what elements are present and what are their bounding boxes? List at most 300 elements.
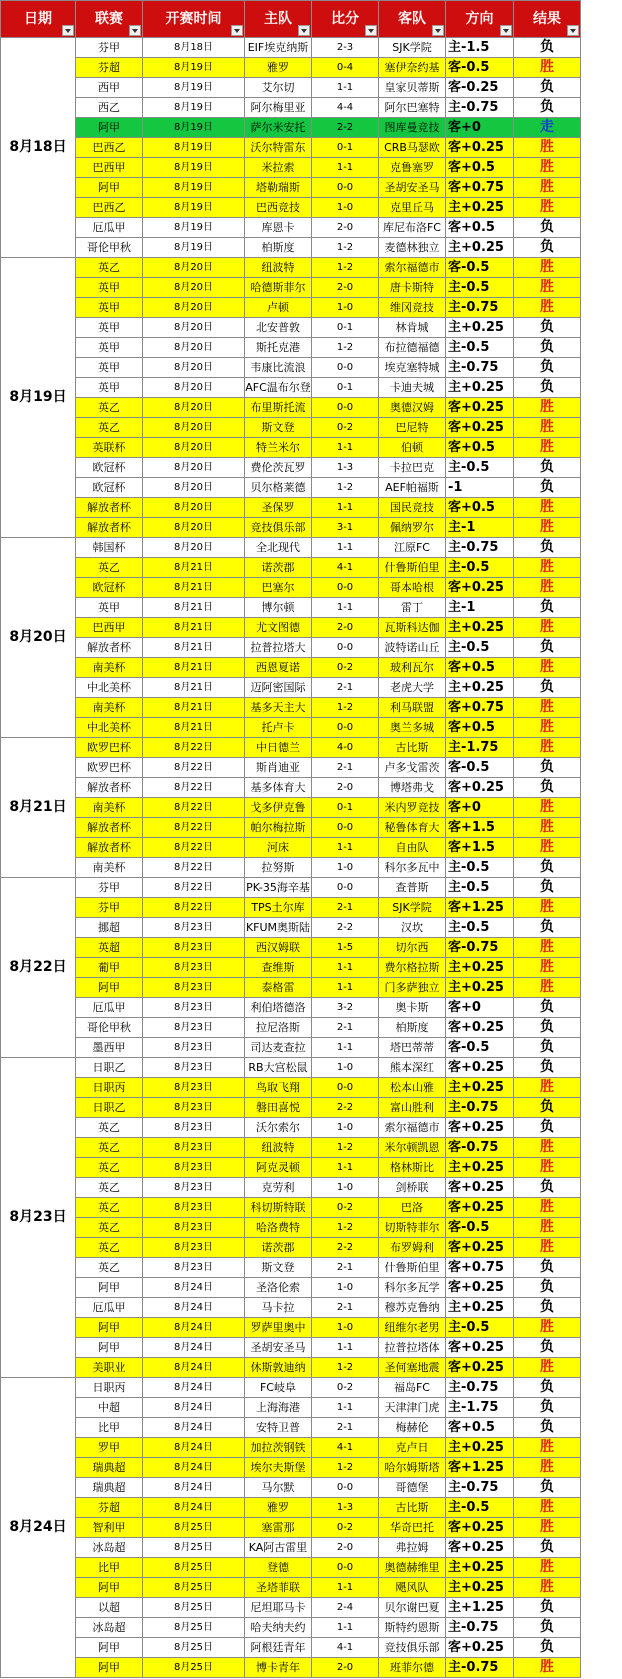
cell-score: 1-1 [312, 838, 379, 858]
cell-dir: 主+0.25 [446, 678, 514, 698]
table-row [1, 258, 581, 278]
cell-home: 泰格雷 [245, 978, 312, 998]
cell-away: 华奇巴托 [379, 1518, 446, 1538]
cell-dir: 主-1.5 [446, 38, 514, 58]
cell-res: 负 [514, 218, 581, 238]
cell-home: 戈多伊克鲁 [245, 798, 312, 818]
table-row [1, 98, 581, 118]
cell-league: 英甲 [76, 378, 143, 398]
cell-score: 2-0 [312, 618, 379, 638]
cell-dir: 客+0.5 [446, 438, 514, 458]
cell-time: 8月22日 [143, 778, 245, 798]
cell-res: 负 [514, 1398, 581, 1418]
filter-dropdown-icon[interactable] [567, 25, 579, 36]
cell-away: 奥兰多城 [379, 718, 446, 738]
filter-dropdown-icon[interactable] [432, 25, 444, 36]
cell-dir: 客+0.25 [446, 1018, 514, 1038]
cell-league: 欧冠杯 [76, 458, 143, 478]
cell-dir: 主-1.75 [446, 1398, 514, 1418]
cell-res: 胜 [514, 838, 581, 858]
cell-time: 8月23日 [143, 1098, 245, 1118]
cell-league: 英乙 [76, 1138, 143, 1158]
cell-away: 克卢日 [379, 1438, 446, 1458]
cell-res: 负 [514, 678, 581, 698]
table-row [1, 638, 581, 658]
cell-away: SJK学院 [379, 898, 446, 918]
cell-league: 英甲 [76, 338, 143, 358]
cell-time: 8月22日 [143, 858, 245, 878]
cell-res: 胜 [514, 278, 581, 298]
cell-league: 欧冠杯 [76, 578, 143, 598]
cell-score: 2-1 [312, 758, 379, 778]
filter-dropdown-icon[interactable] [365, 25, 377, 36]
cell-league: 哥伦甲秋 [76, 238, 143, 258]
cell-home: 圣胡安圣马 [245, 1338, 312, 1358]
cell-dir: 客+0.25 [446, 1338, 514, 1358]
cell-score: 1-2 [312, 1218, 379, 1238]
cell-dir: 主-0.5 [446, 278, 514, 298]
cell-res: 负 [514, 998, 581, 1018]
cell-score: 0-0 [312, 358, 379, 378]
cell-away: 古比斯 [379, 1498, 446, 1518]
cell-res: 胜 [514, 1498, 581, 1518]
table-row [1, 818, 581, 838]
cell-time: 8月23日 [143, 1198, 245, 1218]
cell-league: 阿甲 [76, 1318, 143, 1338]
cell-home: 卢顿 [245, 298, 312, 318]
cell-dir: 主-0.5 [446, 878, 514, 898]
column-header-label: 联赛 [95, 10, 123, 27]
cell-home: 基多天主大 [245, 698, 312, 718]
cell-time: 8月23日 [143, 1158, 245, 1178]
cell-league: 解放者杯 [76, 818, 143, 838]
cell-league: 南美杯 [76, 658, 143, 678]
cell-res: 胜 [514, 798, 581, 818]
cell-score: 0-0 [312, 638, 379, 658]
cell-time: 8月24日 [143, 1358, 245, 1378]
column-header-league [76, 1, 143, 38]
cell-score: 1-2 [312, 1458, 379, 1478]
cell-league: 日职乙 [76, 1098, 143, 1118]
cell-league: 挪超 [76, 918, 143, 938]
cell-score: 1-1 [312, 78, 379, 98]
date-cell: 8月21日 [1, 738, 76, 878]
cell-home: 库恩卡 [245, 218, 312, 238]
cell-time: 8月24日 [143, 1438, 245, 1458]
cell-res: 负 [514, 1638, 581, 1658]
cell-home: 阿尔梅里亚 [245, 98, 312, 118]
cell-score: 0-0 [312, 1478, 379, 1498]
cell-dir: 主-0.5 [446, 918, 514, 938]
table-row [1, 1578, 581, 1598]
cell-home: 马尔默 [245, 1478, 312, 1498]
cell-dir: 主+0.25 [446, 1078, 514, 1098]
column-header-label: 主队 [264, 10, 292, 27]
cell-score: 4-1 [312, 1438, 379, 1458]
cell-dir: 客-0.75 [446, 938, 514, 958]
cell-league: 英甲 [76, 358, 143, 378]
table-row [1, 338, 581, 358]
cell-home: TPS土尔库 [245, 898, 312, 918]
cell-time: 8月24日 [143, 1378, 245, 1398]
cell-away: 飓风队 [379, 1578, 446, 1598]
cell-league: 瑞典超 [76, 1478, 143, 1498]
cell-home: 斯肖迪亚 [245, 758, 312, 778]
cell-time: 8月23日 [143, 978, 245, 998]
cell-home: 拉尼洛斯 [245, 1018, 312, 1038]
filter-dropdown-icon[interactable] [231, 25, 243, 36]
cell-away: 圣何塞地震 [379, 1358, 446, 1378]
cell-time: 8月22日 [143, 838, 245, 858]
cell-res: 胜 [514, 58, 581, 78]
cell-dir: 客+0 [446, 798, 514, 818]
table-row [1, 1038, 581, 1058]
cell-dir: 客+0 [446, 118, 514, 138]
cell-league: 解放者杯 [76, 498, 143, 518]
cell-res: 胜 [514, 698, 581, 718]
cell-league: 欧冠杯 [76, 478, 143, 498]
table-row [1, 578, 581, 598]
cell-league: 以超 [76, 1598, 143, 1618]
cell-time: 8月20日 [143, 438, 245, 458]
table-row [1, 1518, 581, 1538]
cell-dir: 主-1 [446, 518, 514, 538]
cell-away: 塔巴蒂蒂 [379, 1038, 446, 1058]
table-row [1, 38, 581, 58]
cell-dir: 客+0.25 [446, 1358, 514, 1378]
table-row [1, 218, 581, 238]
cell-score: 1-3 [312, 458, 379, 478]
cell-away: 老虎大学 [379, 678, 446, 698]
cell-league: 芬超 [76, 1498, 143, 1518]
cell-dir: 主-0.75 [446, 1098, 514, 1118]
cell-league: 英乙 [76, 1218, 143, 1238]
cell-score: 2-1 [312, 1018, 379, 1038]
cell-time: 8月24日 [143, 1498, 245, 1518]
cell-league: 阿甲 [76, 118, 143, 138]
cell-score: 0-0 [312, 398, 379, 418]
cell-dir: 主-0.75 [446, 358, 514, 378]
cell-dir: 客-0.75 [446, 1138, 514, 1158]
table-row [1, 778, 581, 798]
cell-home: 尼坦耶马卡 [245, 1598, 312, 1618]
cell-dir: 主-0.75 [446, 1378, 514, 1398]
table-row [1, 1658, 581, 1678]
cell-home: 哈德斯菲尔 [245, 278, 312, 298]
cell-league: 英乙 [76, 418, 143, 438]
table-row [1, 958, 581, 978]
cell-league: 解放者杯 [76, 638, 143, 658]
cell-home: 特兰米尔 [245, 438, 312, 458]
cell-away: 斯特约恩斯 [379, 1618, 446, 1638]
table-row [1, 1498, 581, 1518]
cell-dir: 客-0.25 [446, 78, 514, 98]
cell-time: 8月23日 [143, 1178, 245, 1198]
cell-league: 西甲 [76, 78, 143, 98]
cell-dir: 客+0.25 [446, 1518, 514, 1538]
cell-dir: 客+0.25 [446, 1238, 514, 1258]
cell-home: 全北现代 [245, 538, 312, 558]
cell-away: 穆苏克鲁纳 [379, 1298, 446, 1318]
cell-score: 2-0 [312, 218, 379, 238]
cell-res: 负 [514, 598, 581, 618]
cell-dir: 客+1.5 [446, 818, 514, 838]
cell-res: 胜 [514, 298, 581, 318]
cell-dir: 主-0.75 [446, 1478, 514, 1498]
cell-home: 塔勒瑞斯 [245, 178, 312, 198]
header-row [1, 1, 581, 38]
table-row [1, 1078, 581, 1098]
cell-res: 胜 [514, 958, 581, 978]
cell-time: 8月23日 [143, 958, 245, 978]
table-row [1, 158, 581, 178]
cell-dir: 主-1.75 [446, 738, 514, 758]
table-row [1, 1178, 581, 1198]
cell-score: 2-1 [312, 1258, 379, 1278]
cell-res: 胜 [514, 418, 581, 438]
cell-away: 切斯特菲尔 [379, 1218, 446, 1238]
cell-score: 0-2 [312, 1198, 379, 1218]
cell-score: 2-2 [312, 1238, 379, 1258]
date-cell: 8月20日 [1, 538, 76, 738]
cell-league: 日职乙 [76, 1058, 143, 1078]
cell-dir: 客-0.5 [446, 758, 514, 778]
table-row [1, 1058, 581, 1078]
filter-dropdown-icon[interactable] [129, 25, 141, 36]
cell-score: 2-4 [312, 1598, 379, 1618]
cell-res: 胜 [514, 898, 581, 918]
column-header-label: 结果 [533, 10, 561, 27]
cell-score: 0-2 [312, 1378, 379, 1398]
cell-away: 雷丁 [379, 598, 446, 618]
cell-league: 比甲 [76, 1558, 143, 1578]
cell-away: 汉坎 [379, 918, 446, 938]
cell-league: 冰岛超 [76, 1538, 143, 1558]
cell-score: 2-1 [312, 898, 379, 918]
table-row [1, 398, 581, 418]
cell-score: 3-1 [312, 518, 379, 538]
cell-away: 贝尔谢巴夏 [379, 1598, 446, 1618]
cell-league: 哥伦甲秋 [76, 1018, 143, 1038]
table-row [1, 758, 581, 778]
cell-res: 负 [514, 858, 581, 878]
cell-away: 自由队 [379, 838, 446, 858]
cell-league: 葡甲 [76, 958, 143, 978]
table-row [1, 358, 581, 378]
cell-home: 加拉茨钢铁 [245, 1438, 312, 1458]
cell-league: 瑞典超 [76, 1458, 143, 1478]
cell-away: 库尼布洛FC [379, 218, 446, 238]
cell-time: 8月23日 [143, 1218, 245, 1238]
column-header-date [1, 1, 76, 38]
cell-home: 斯托克港 [245, 338, 312, 358]
cell-score: 4-1 [312, 558, 379, 578]
table-row [1, 498, 581, 518]
cell-time: 8月19日 [143, 138, 245, 158]
cell-dir: 主+0.25 [446, 978, 514, 998]
cell-away: 科尔多瓦中 [379, 858, 446, 878]
column-header-label: 开赛时间 [165, 10, 222, 27]
cell-time: 8月22日 [143, 738, 245, 758]
cell-time: 8月20日 [143, 338, 245, 358]
cell-res: 胜 [514, 1318, 581, 1338]
cell-res: 胜 [514, 818, 581, 838]
cell-res: 负 [514, 538, 581, 558]
cell-league: 阿甲 [76, 1578, 143, 1598]
cell-dir: 客+0.25 [446, 1638, 514, 1658]
cell-score: 0-0 [312, 718, 379, 738]
cell-home: 埃尔夫斯堡 [245, 1458, 312, 1478]
cell-home: 圣保罗 [245, 498, 312, 518]
cell-dir: 客+0.75 [446, 178, 514, 198]
cell-away: 梅赫伦 [379, 1418, 446, 1438]
cell-home: 磐田喜悦 [245, 1098, 312, 1118]
cell-score: 1-1 [312, 1398, 379, 1418]
cell-score: 0-1 [312, 318, 379, 338]
table-row [1, 1318, 581, 1338]
cell-res: 负 [514, 918, 581, 938]
cell-league: 美职业 [76, 1358, 143, 1378]
cell-time: 8月20日 [143, 518, 245, 538]
cell-dir: 主+0.25 [446, 1438, 514, 1458]
cell-league: 墨西甲 [76, 1038, 143, 1058]
cell-time: 8月20日 [143, 318, 245, 338]
column-header-score [312, 1, 379, 38]
cell-dir: 客+0.25 [446, 1058, 514, 1078]
cell-away: 克鲁塞罗 [379, 158, 446, 178]
cell-time: 8月24日 [143, 1458, 245, 1478]
cell-home: 纽波特 [245, 258, 312, 278]
cell-time: 8月19日 [143, 158, 245, 178]
cell-time: 8月23日 [143, 1258, 245, 1278]
cell-dir: 主+0.25 [446, 618, 514, 638]
cell-away: 哥本哈根 [379, 578, 446, 598]
cell-home: 诺茨郡 [245, 1238, 312, 1258]
cell-away: 瓦斯科达伽 [379, 618, 446, 638]
cell-score: 1-1 [312, 498, 379, 518]
filter-dropdown-icon[interactable] [298, 25, 310, 36]
table-row [1, 978, 581, 998]
cell-league: 英乙 [76, 1258, 143, 1278]
cell-score: 1-0 [312, 1118, 379, 1138]
cell-dir: 客+0.25 [446, 418, 514, 438]
table-row [1, 58, 581, 78]
column-header-away [379, 1, 446, 38]
cell-time: 8月20日 [143, 258, 245, 278]
cell-res: 负 [514, 78, 581, 98]
filter-dropdown-icon[interactable] [62, 25, 74, 36]
cell-league: 南美杯 [76, 858, 143, 878]
cell-score: 1-2 [312, 338, 379, 358]
cell-time: 8月21日 [143, 718, 245, 738]
cell-res: 负 [514, 638, 581, 658]
cell-res: 胜 [514, 558, 581, 578]
table-row [1, 1358, 581, 1378]
column-header-label: 客队 [398, 10, 426, 27]
cell-time: 8月23日 [143, 1118, 245, 1138]
cell-score: 1-2 [312, 1358, 379, 1378]
cell-dir: 主-0.5 [446, 458, 514, 478]
cell-time: 8月23日 [143, 998, 245, 1018]
cell-dir: 客+0.75 [446, 698, 514, 718]
cell-league: 智利甲 [76, 1518, 143, 1538]
cell-res: 负 [514, 1418, 581, 1438]
cell-res: 负 [514, 1018, 581, 1038]
cell-time: 8月21日 [143, 698, 245, 718]
cell-away: 索尔福德市 [379, 258, 446, 278]
table-row [1, 838, 581, 858]
cell-home: KA阿古雷里 [245, 1538, 312, 1558]
cell-res: 胜 [514, 398, 581, 418]
cell-away: 米尔顿凯恩 [379, 1138, 446, 1158]
cell-time: 8月25日 [143, 1518, 245, 1538]
cell-time: 8月21日 [143, 638, 245, 658]
cell-league: 英乙 [76, 1118, 143, 1138]
cell-time: 8月23日 [143, 938, 245, 958]
cell-res: 负 [514, 1178, 581, 1198]
cell-score: 1-2 [312, 258, 379, 278]
cell-home: 圣洛伦索 [245, 1278, 312, 1298]
cell-league: 阿甲 [76, 1658, 143, 1678]
table-row [1, 1098, 581, 1118]
cell-away: 熊本深红 [379, 1058, 446, 1078]
cell-away: 图库曼竞技 [379, 118, 446, 138]
cell-res: 负 [514, 38, 581, 58]
cell-time: 8月18日 [143, 38, 245, 58]
cell-away: 卡迪夫城 [379, 378, 446, 398]
cell-dir: 主-0.5 [446, 558, 514, 578]
cell-home: 贝尔格莱德 [245, 478, 312, 498]
cell-res: 负 [514, 338, 581, 358]
cell-dir: 客-0.5 [446, 258, 514, 278]
cell-res: 胜 [514, 1078, 581, 1098]
cell-dir: 主-0.5 [446, 858, 514, 878]
table-row [1, 618, 581, 638]
cell-league: 解放者杯 [76, 518, 143, 538]
cell-time: 8月25日 [143, 1558, 245, 1578]
cell-res: 胜 [514, 158, 581, 178]
cell-res: 胜 [514, 1458, 581, 1478]
cell-time: 8月20日 [143, 458, 245, 478]
cell-away: 古比斯 [379, 738, 446, 758]
cell-dir: 客+0.5 [446, 498, 514, 518]
cell-home: 西恩夏诺 [245, 658, 312, 678]
cell-score: 1-2 [312, 1138, 379, 1158]
cell-home: 中日德兰 [245, 738, 312, 758]
cell-home: 鸟取飞翔 [245, 1078, 312, 1098]
cell-time: 8月23日 [143, 1018, 245, 1038]
cell-time: 8月24日 [143, 1278, 245, 1298]
cell-res: 胜 [514, 1438, 581, 1458]
table-row [1, 458, 581, 478]
cell-time: 8月20日 [143, 398, 245, 418]
cell-away: 竞技俱乐部 [379, 1638, 446, 1658]
cell-res: 负 [514, 358, 581, 378]
cell-score: 1-1 [312, 598, 379, 618]
filter-dropdown-icon[interactable] [500, 25, 512, 36]
cell-away: 纽维尔老男 [379, 1318, 446, 1338]
cell-time: 8月25日 [143, 1638, 245, 1658]
cell-res: 胜 [514, 1558, 581, 1578]
cell-score: 0-0 [312, 818, 379, 838]
cell-home: 帕尔梅拉斯 [245, 818, 312, 838]
table-row [1, 1258, 581, 1278]
cell-score: 0-2 [312, 1518, 379, 1538]
cell-dir: 客+0.25 [446, 138, 514, 158]
cell-score: 0-0 [312, 1078, 379, 1098]
cell-score: 2-0 [312, 1538, 379, 1558]
cell-dir: 客+0.5 [446, 718, 514, 738]
